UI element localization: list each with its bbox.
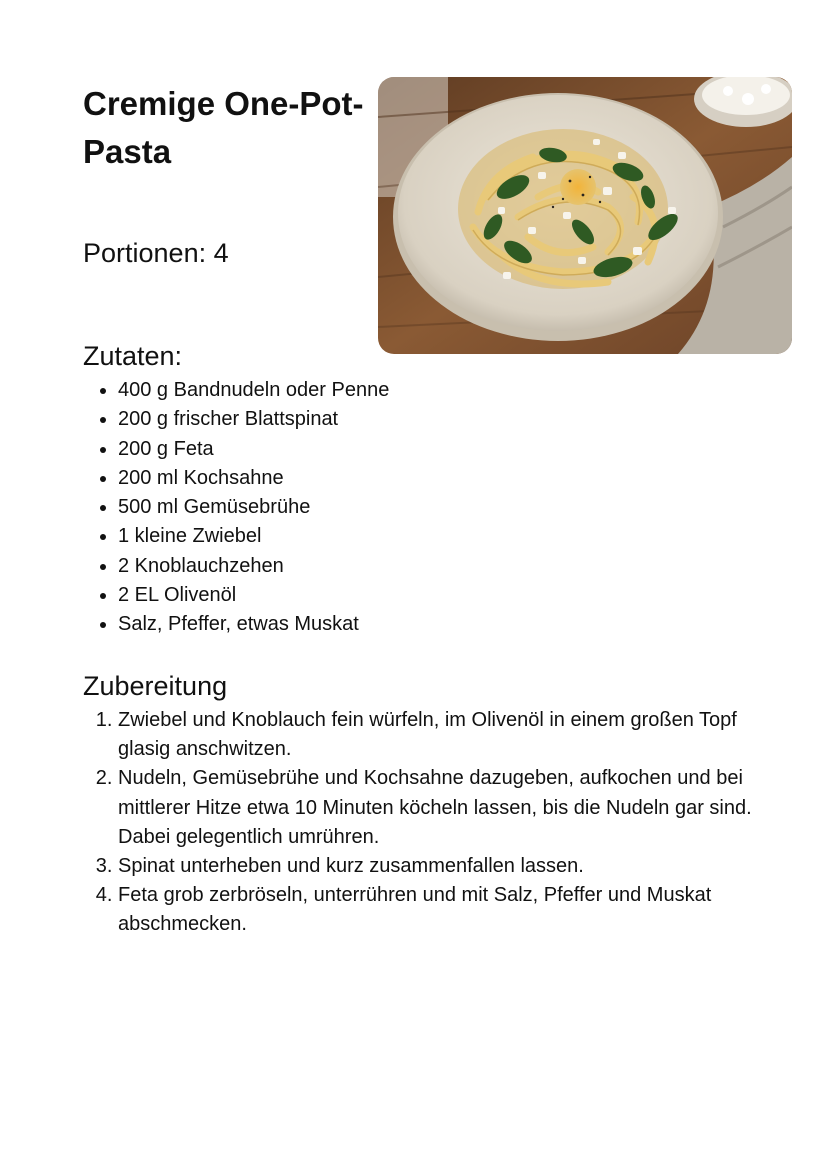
step-item: 1. Zwiebel und Knoblauch fein würfeln, im Olivenöl in einem großen Topf glasig anschwitzen.	[118, 706, 778, 764]
step-item: 3. Spinat unterheben und kurz zusammenfallen lassen.	[118, 852, 778, 881]
step-item: 2. Nudeln, Gemüsebrühe und Kochsahne dazugeben, aufkochen und bei mittlerer Hitze etwa 10 Minuten köcheln lassen, bis die Nudeln gar sind. Dabei gelegentlich umrühren.	[118, 764, 778, 852]
ingredient-item: • 200 g Feta	[118, 435, 389, 464]
steps-heading: Zubereitung	[83, 671, 228, 701]
ingredient-list	[83, 376, 389, 640]
recipe-photo	[378, 77, 792, 354]
ingredient-item: • 400 g Bandnudeln oder Penne	[118, 376, 389, 405]
ingredient-item: • 200 ml Kochsahne	[118, 464, 389, 493]
pasta-plate-image	[378, 77, 792, 354]
servings: Portionen: 4	[83, 238, 229, 268]
ingredient-item: • Salz, Pfeffer, etwas Muskat	[118, 610, 389, 639]
ingredient-item: • 200 g frischer Blattspinat	[118, 405, 389, 434]
ingredient-item: • 2 EL Olivenöl	[118, 581, 389, 610]
step-list	[83, 706, 778, 940]
recipe-title: Cremige One-Pot-Pasta	[83, 85, 364, 170]
ingredient-item: • 1 kleine Zwiebel	[118, 522, 389, 551]
step-item: 4. Feta grob zerbröseln, unterrühren und mit Salz, Pfeffer und Muskat abschmecken.	[118, 881, 778, 939]
ingredient-item: • 500 ml Gemüsebrühe	[118, 493, 389, 522]
ingredient-item: • 2 Knoblauchzehen	[118, 552, 389, 581]
ingredients-heading: Zutaten:	[83, 341, 183, 371]
